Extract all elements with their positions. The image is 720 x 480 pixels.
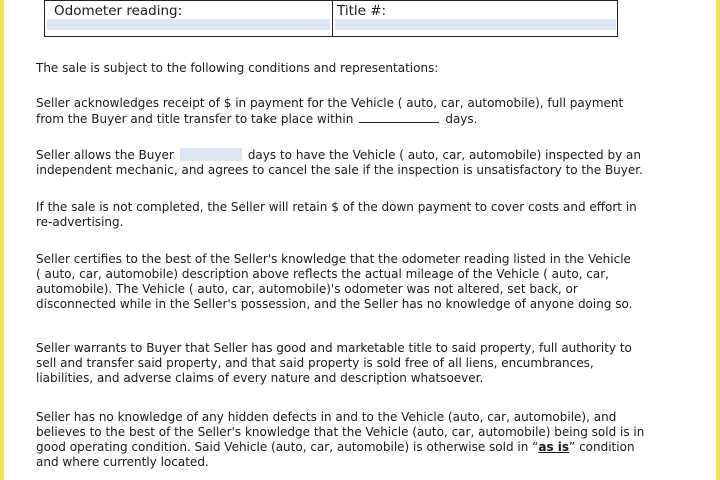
odometer-label: Odometer reading: [54,3,183,19]
inspection-days-field[interactable] [180,148,242,161]
odometer-clause-line-1: Seller certifies to the best of the Seller's knowledge that the odometer reading listed in the Vehicle [36,252,631,266]
transfer-days-field[interactable] [359,111,439,123]
inspection-clause-line-2: independent mechanic, and agrees to cancel the sale if the inspection is unsatisfactory to the Buyer. [36,163,643,177]
title-number-label: Title #: [337,3,387,19]
payment-clause-line-1: Seller acknowledges receipt of $ in payment for the Vehicle ( auto, car, automobile), full payment [36,96,624,110]
title-warranty-line-3: liabilities, and adverse claims of every nature and description whatsoever. [36,371,484,385]
odometer-field[interactable] [47,19,330,30]
vehicle-info-table [44,0,618,37]
title-warranty-line-1: Seller warrants to Buyer that Seller has good and marketable title to said property, full authority to [36,341,632,355]
table-divider [45,0,617,1]
retention-clause-line-2: re-advertising. [36,215,124,229]
as-is-term: as is [538,440,570,454]
defects-clause-line-3: good operating condition. Said Vehicle (auto, car, automobile) is otherwise sold in “as is” condition [36,440,635,454]
title-number-field[interactable] [335,19,616,30]
odometer-clause-line-3: automobile). The Vehicle ( auto, car, automobile)'s odometer was not altered, set back, or [36,282,578,296]
retention-clause-line-1: If the sale is not completed, the Seller will retain $ of the down payment to cover costs and effort in [36,200,637,214]
odometer-clause-line-2: ( auto, car, automobile) description above reflects the actual mileage of the Vehicle ( auto, car, [36,267,609,281]
title-warranty-line-2: sell and transfer said property, and that said property is sold free of all liens, encumbrances, [36,356,594,370]
defects-clause-line-1: Seller has no knowledge of any hidden defects in and to the Vehicle (auto, car, automobile), and [36,410,617,424]
intro-text: The sale is subject to the following conditions and representations: [36,61,439,75]
table-column-divider [332,0,333,36]
document-page [4,0,716,480]
payment-clause-line-2: from the Buyer and title transfer to take place within days. [36,112,478,126]
inspection-clause-line-1: Seller allows the Buyer days to have the Vehicle ( auto, car, automobile) inspected by an [36,148,641,162]
defects-clause-line-4: and where currently located. [36,455,209,469]
odometer-clause-line-4: disconnected while in the Seller's possession, and the Seller has no knowledge of anyone doing so. [36,297,633,311]
defects-clause-line-2: believes to the best of the Seller's knowledge that the Vehicle (auto, car, automobile) being sold is in [36,425,645,439]
